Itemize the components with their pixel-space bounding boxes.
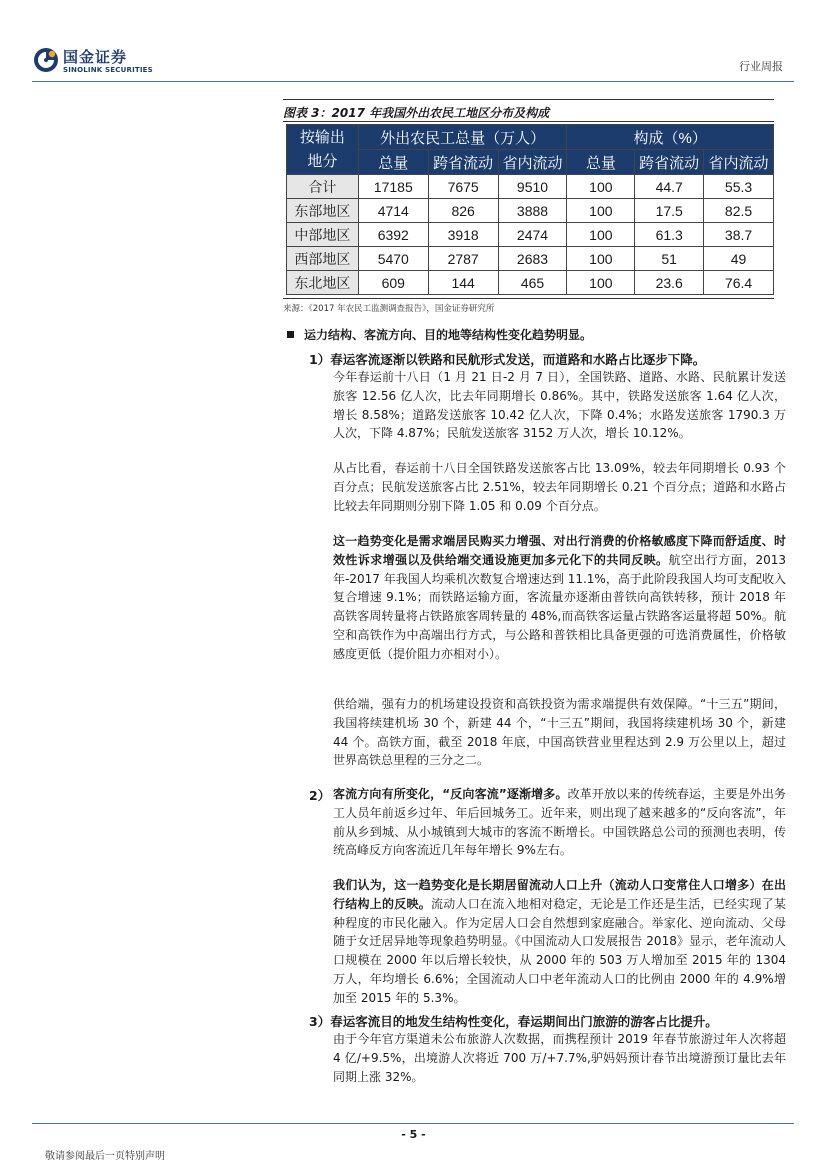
table-row bbox=[287, 199, 774, 223]
header-divider bbox=[32, 81, 794, 82]
item1-paragraph-3 bbox=[333, 532, 786, 664]
table-subheader: 总量 bbox=[567, 150, 635, 175]
table-cell: 2683 bbox=[498, 247, 567, 271]
table-cell: 76.4 bbox=[704, 271, 774, 295]
page-header bbox=[0, 0, 827, 84]
row-region-label: 东部地区 bbox=[287, 199, 359, 223]
table-cell: 826 bbox=[428, 199, 498, 223]
item2-paragraph-1 bbox=[333, 785, 786, 860]
square-bullet-icon bbox=[287, 331, 294, 338]
item1-paragraph-2: 从占比看，春运前十八日全国铁路发送旅客占比 13.09%，较去年同期增长 0.93 个百分点；民航发送旅客占比 2.51%，较去年同期增长 0.21 个百分点；道路和水路占比较去年同期则分别下降 1.05 和 0.09 个百分点。 bbox=[333, 461, 786, 513]
table-header-total-group: 外出农民工总量（万人） bbox=[358, 125, 567, 150]
logo-chinese-name: 国金证券 bbox=[63, 48, 128, 66]
item1-paragraph-1: 今年春运前十八日（1 月 21 日-2 月 7 日），全国铁路、道路、水路、民航累计发送旅客 12.56 亿人次，比去年同期增长 0.86%。其中，铁路发送旅客 1.64 亿人次，增长 8.58%；道路发送旅客 10.42 亿人次，下降 0.4%；水路发送旅客 1790.3 万人次，下降 4.87%；民航发送旅客 3152 万人次，增长 10.12%。 bbox=[333, 370, 786, 441]
figure-title: 图表 3：2017 年我国外出农民工地区分布及构成 bbox=[283, 106, 550, 120]
table-row bbox=[287, 223, 774, 247]
item2-paragraph-2 bbox=[333, 876, 786, 1008]
table-cell: 100 bbox=[567, 199, 635, 223]
row-region-label: 中部地区 bbox=[287, 223, 359, 247]
item2-number: 2） bbox=[309, 788, 331, 803]
table-cell: 7675 bbox=[428, 175, 498, 199]
figure-bottom-rule bbox=[283, 298, 774, 299]
figure-source: 来源：《2017 年农民工监测调查报告》，国金证券研究所 bbox=[283, 304, 495, 314]
table-cell: 51 bbox=[635, 247, 704, 271]
migrant-workers-table bbox=[286, 124, 774, 295]
section-bullet bbox=[287, 326, 592, 343]
table-cell: 17.5 bbox=[635, 199, 704, 223]
table-cell: 100 bbox=[567, 271, 635, 295]
table-cell: 100 bbox=[567, 223, 635, 247]
table-header-region: 按输出地分 bbox=[287, 125, 359, 175]
report-type-label: 行业周报 bbox=[739, 60, 783, 73]
footer-divider bbox=[32, 1123, 794, 1124]
table-cell: 9510 bbox=[498, 175, 567, 199]
row-region-label: 西部地区 bbox=[287, 247, 359, 271]
table-cell: 3918 bbox=[428, 223, 498, 247]
item1-paragraph-3-body: 航空出行方面，2013 年-2017 年我国人均乘机次数复合增速达到 11.1%，高于此阶段我国人均可支配收入复合增速 9.1%；而铁路运输方面，客流量亦逐渐由普铁向高铁转移，预计 2018 年高铁客周转量将占铁路旅客周转量的 48%,而高铁客运量占铁路客运量将超 50%。航空和高铁作为中高端出行方式，与公路和普铁相比具备更强的可选消费属性，价格敏感度更低（提价阻力亦相对小）。 bbox=[333, 552, 786, 661]
table-subheader: 跨省流动 bbox=[428, 150, 498, 175]
table-cell: 4714 bbox=[358, 199, 428, 223]
table-subheader: 跨省流动 bbox=[635, 150, 704, 175]
table-cell: 100 bbox=[567, 175, 635, 199]
table-cell: 3888 bbox=[498, 199, 567, 223]
table-cell: 61.3 bbox=[635, 223, 704, 247]
item2-paragraph-2-emphasis: 我们认为，这一趋势变化是长期居留流动人口上升（流动人口变常住人口增多）在出行结构上的反映。 bbox=[333, 878, 786, 911]
table-cell: 17185 bbox=[358, 175, 428, 199]
figure-title-rule bbox=[283, 121, 774, 122]
table-cell: 55.3 bbox=[704, 175, 774, 199]
table-cell: 144 bbox=[428, 271, 498, 295]
table-cell: 2474 bbox=[498, 223, 567, 247]
footer-disclaimer: 敬请参阅最后一页特别声明 bbox=[45, 1151, 165, 1162]
table-cell: 49 bbox=[704, 247, 774, 271]
table-row bbox=[287, 175, 774, 199]
table-cell: 5470 bbox=[358, 247, 428, 271]
table-subheader: 总量 bbox=[358, 150, 428, 175]
table-row bbox=[287, 271, 774, 295]
table-cell: 100 bbox=[567, 247, 635, 271]
item1-heading: 1）春运客流逐渐以铁路和民航形式发送，而道路和水路占比逐步下降。 bbox=[309, 352, 706, 367]
item2-paragraph-1-body: 改革开放以来的传统春运，主要是外出务工人员年前返乡过年、年后回城务工。近年来，则出现了越来越多的“反向客流”，年前从乡到城、从小城镇到大城市的客流不断增长。中国铁路总公司的预测也表明，传统高峰反方向客流近几年每年增长 9%左右。 bbox=[333, 787, 786, 858]
item2-paragraph-2-body: 流动人口在流入地相对稳定，无论是工作还是生活，已经实现了某种程度的市民化融入。作为定居人口会自然想到家庭融合。举家化、逆向流动、父母随于女迁居异地等现象趋势明显。《中国流动人口发展报告 2018》显示，老年流动人口规模在 2000 年以后增长较快，从 2000 年的 503 万人增加至 2015 年的 1304 万人，年均增长 6.6%；全国流动人口中老年流动人口的比例由 2000 年的 4.9%增加至 2015 年的 5.3%。 bbox=[333, 896, 786, 1005]
item3-heading: 3）春运客流目的地发生结构性变化，春运期间出门旅游的游客占比提升。 bbox=[309, 1014, 718, 1029]
table-cell: 38.7 bbox=[704, 223, 774, 247]
figure-top-rule bbox=[283, 99, 774, 100]
table-cell: 465 bbox=[498, 271, 567, 295]
table-cell: 2787 bbox=[428, 247, 498, 271]
table-cell: 44.7 bbox=[635, 175, 704, 199]
item1-paragraph-3-emphasis: 这一趋势变化是需求端居民购买力增强、对出行消费的价格敏感度下降而舒适度、时效性诉求增强以及供给端交通设施更加多元化下的共同反映。 bbox=[333, 534, 786, 567]
table-cell: 23.6 bbox=[635, 271, 704, 295]
table-cell: 609 bbox=[358, 271, 428, 295]
item3-paragraph-1: 由于今年官方渠道未公布旅游人次数据，而携程预计 2019 年春节旅游过年人次将超 4 亿/+9.5%，出境游人次将近 700 万/+7.7%,驴妈妈预计春节出境游预订量比去年同期上涨 32%。 bbox=[333, 1032, 786, 1084]
table-subheader: 省内流动 bbox=[704, 150, 774, 175]
item2-paragraph-1-emphasis: 客流方向有所变化，“反向客流”逐渐增多。 bbox=[333, 787, 568, 801]
table-row bbox=[287, 247, 774, 271]
sinolink-logo-icon bbox=[33, 47, 59, 73]
row-region-label: 合计 bbox=[287, 175, 359, 199]
row-region-label: 东北地区 bbox=[287, 271, 359, 295]
logo-english-name: SINOLINK SECURITIES bbox=[63, 66, 153, 74]
table-cell: 6392 bbox=[358, 223, 428, 247]
section-bullet-text: 运力结构、客流方向、目的地等结构性变化趋势明显。 bbox=[304, 328, 593, 342]
table-subheader: 省内流动 bbox=[498, 150, 567, 175]
table-header-share-group: 构成（%） bbox=[567, 125, 774, 150]
page-number: - 5 - bbox=[401, 1128, 426, 1141]
table-cell: 82.5 bbox=[704, 199, 774, 223]
item1-paragraph-4: 供给端，强有力的机场建设投资和高铁投资为需求端提供有效保障。“十三五”期间，我国将续建机场 30 个，新建 44 个，“十三五”期间，我国将续建机场 30 个，新建 44 个。高铁方面，截至 2018 年底，中国高铁营业里程达到 2.9 万公里以上，超过世界高铁总里程的三分之二。 bbox=[333, 697, 786, 768]
